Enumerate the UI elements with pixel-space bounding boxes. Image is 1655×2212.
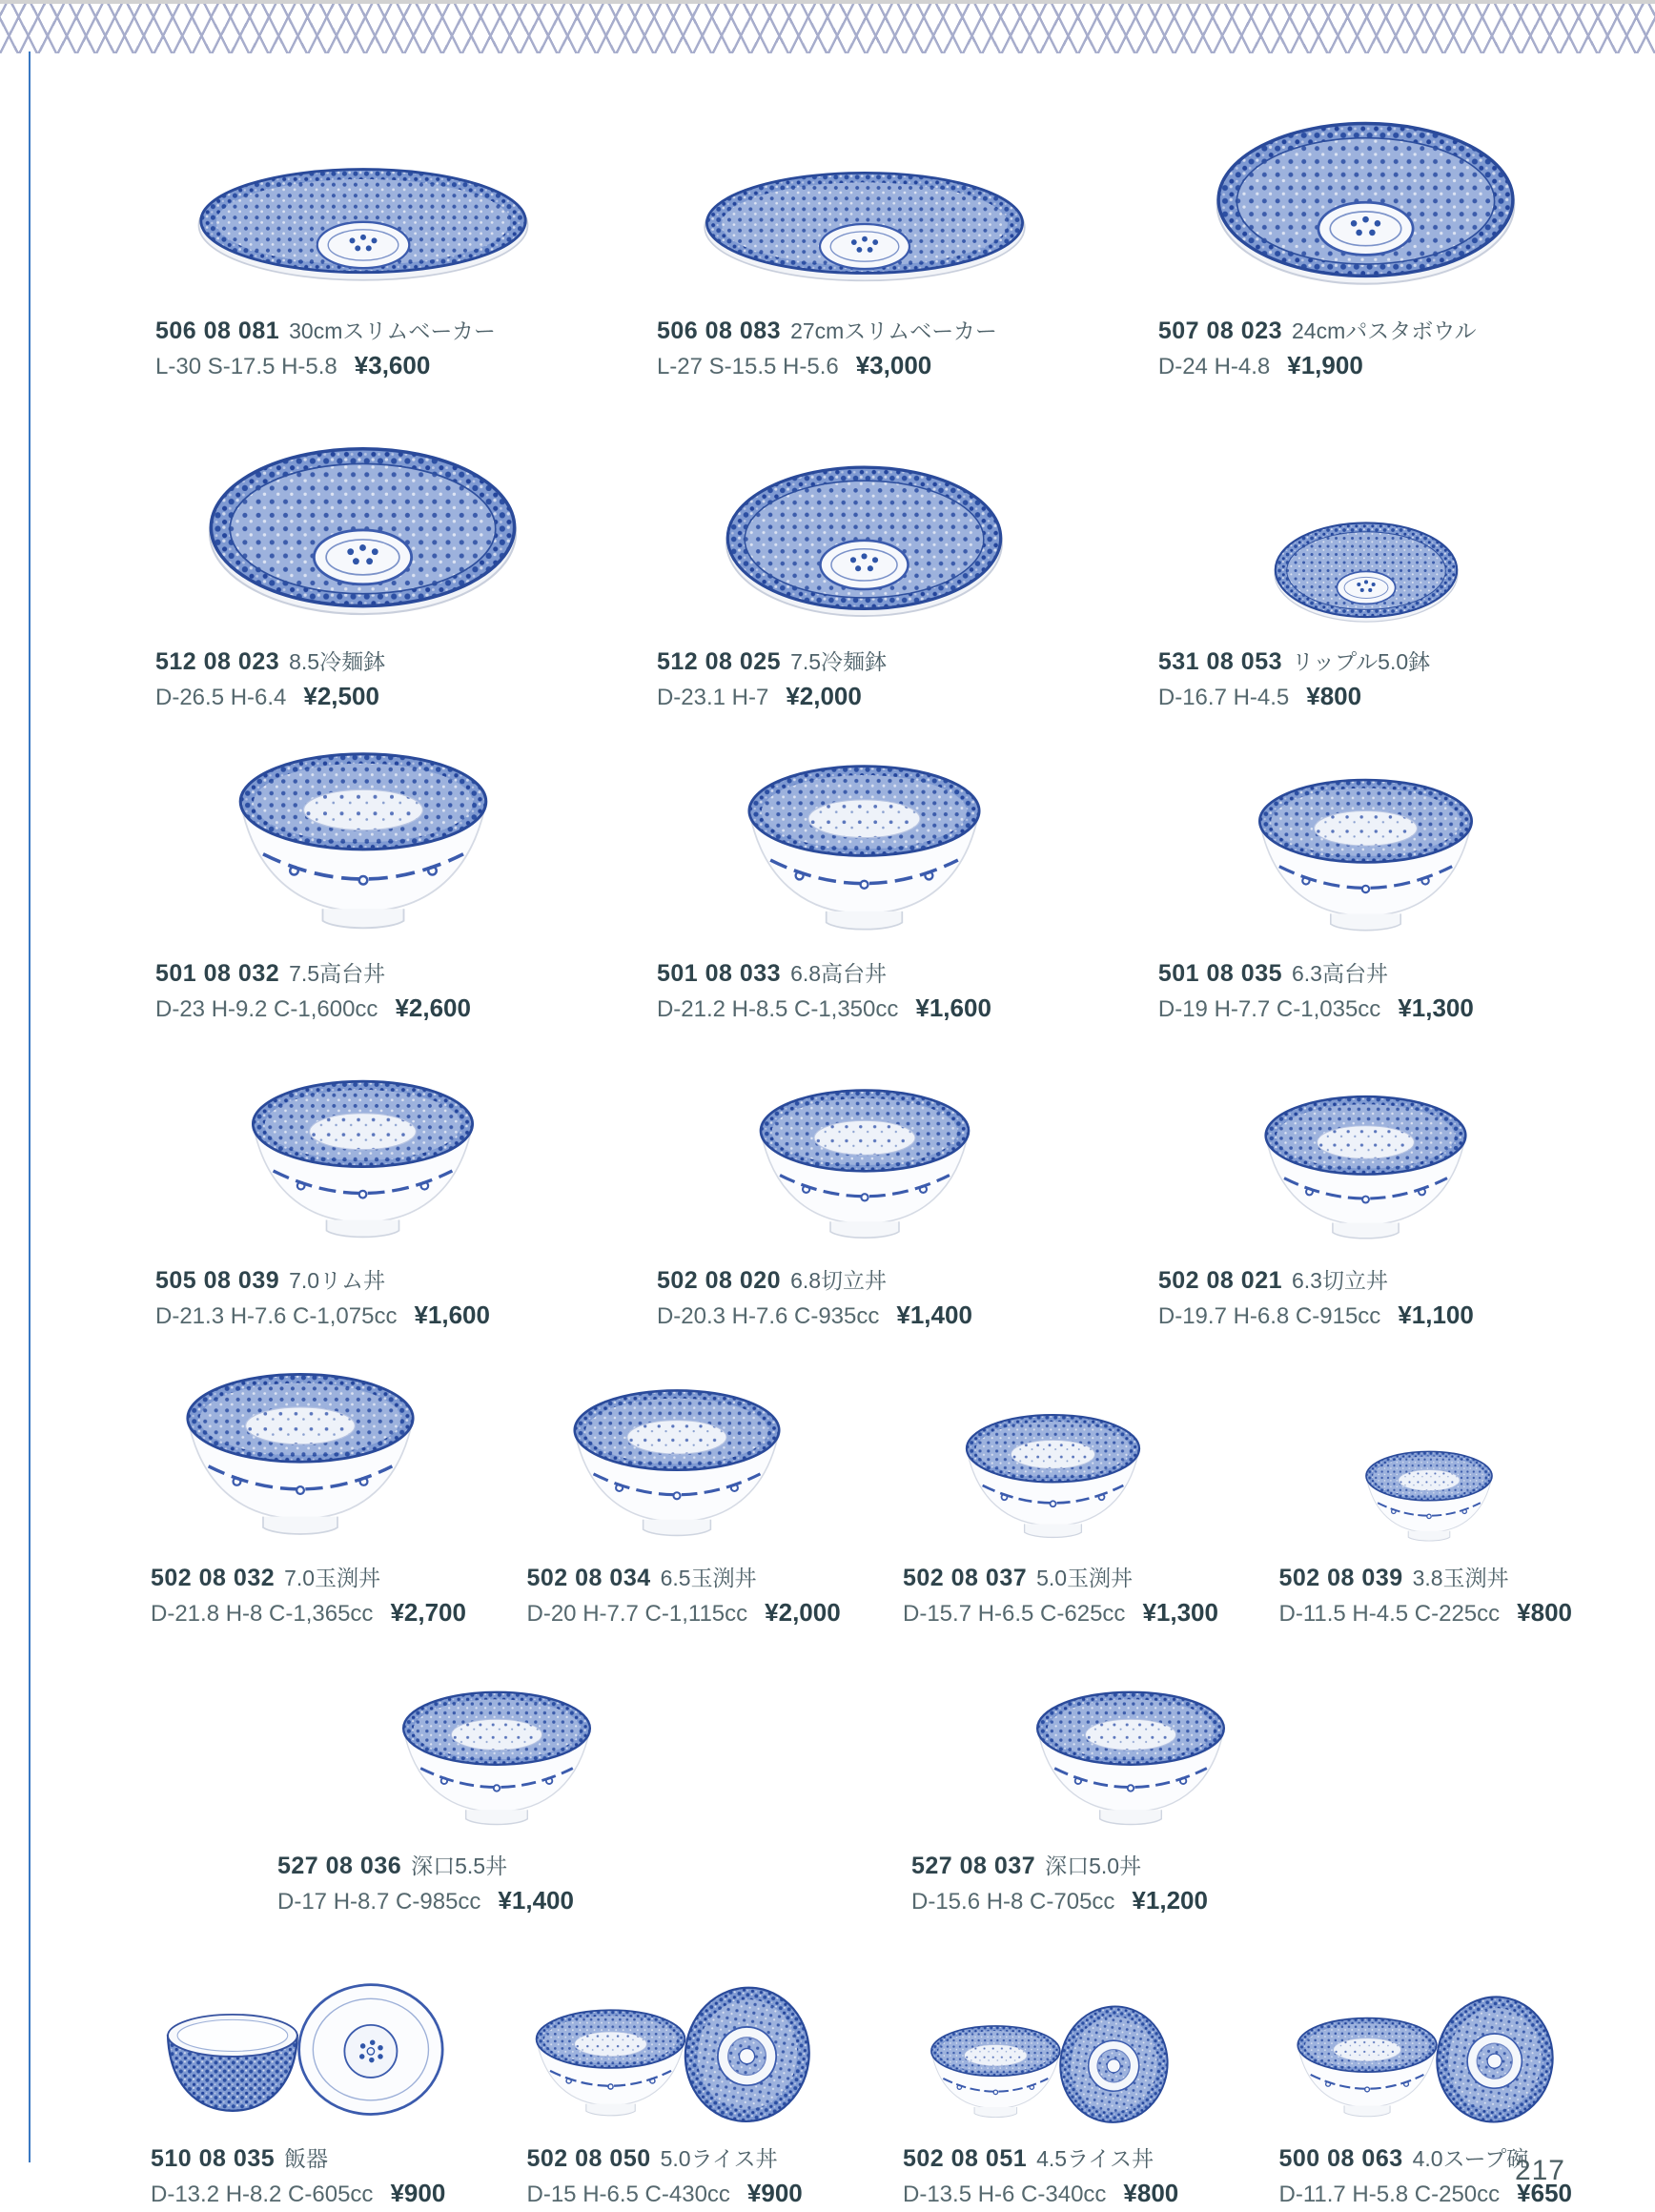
- product-row: [112, 88, 1617, 385]
- product-cell: [235, 1651, 759, 1920]
- product-row: [112, 1047, 1617, 1335]
- product-name: リップル5.0鉢: [1292, 649, 1431, 674]
- product-spec-line: [155, 350, 496, 385]
- product-title-line: [1158, 316, 1477, 350]
- product-code: 500 08 063: [1278, 2145, 1403, 2172]
- product-row: [112, 1354, 1617, 1632]
- product-cell: [489, 1354, 866, 1632]
- product-code: 501 08 033: [656, 960, 782, 987]
- product-name: 飯器: [284, 2146, 329, 2171]
- product-code: 506 08 081: [155, 317, 280, 344]
- product-photo: [1115, 1047, 1617, 1252]
- product-title-line: [1158, 958, 1474, 993]
- product-spec-line: [1158, 681, 1430, 716]
- product-price: ¥1,900: [1287, 351, 1363, 379]
- product-cell: [112, 1354, 489, 1632]
- product-name: 4.0スープ碗: [1412, 2146, 1529, 2171]
- product-cell: [1241, 1354, 1618, 1632]
- product-name: 深口5.5丼: [411, 1854, 508, 1878]
- bowl-illustration: [188, 159, 539, 302]
- product-name: 6.8切立丼: [790, 1268, 888, 1293]
- product-price: ¥800: [1306, 682, 1362, 710]
- product-cell: [112, 88, 614, 385]
- product-cell: [489, 1939, 866, 2212]
- product-name: 3.8玉渕丼: [1412, 1566, 1509, 1590]
- product-caption: [868, 1851, 1208, 1920]
- product-caption: [614, 958, 991, 1028]
- product-name: 4.5ライス丼: [1036, 2146, 1154, 2171]
- product-name: 7.0リム丼: [289, 1268, 386, 1293]
- product-cell: [1115, 1047, 1617, 1335]
- product-title-line: [155, 646, 385, 681]
- product-code: 527 08 037: [911, 1853, 1036, 1879]
- product-name: 6.8高台丼: [790, 961, 888, 986]
- product-title-line: [155, 316, 496, 350]
- bowl-illustration: [744, 1080, 986, 1252]
- product-code: 502 08 039: [1278, 1565, 1403, 1591]
- product-cell: [614, 1047, 1115, 1335]
- product-photo: [865, 1354, 1241, 1549]
- product-price: ¥2,000: [786, 682, 862, 710]
- product-photo: [868, 1651, 1393, 1837]
- product-price: ¥1,200: [1132, 1886, 1208, 1915]
- product-spec-line: [527, 2178, 803, 2212]
- product-price: ¥2,600: [395, 993, 471, 1022]
- product-photo: [112, 1354, 489, 1549]
- product-name: 6.5玉渕丼: [660, 1566, 757, 1590]
- product-name: 7.5冷麺鉢: [790, 649, 888, 674]
- bowl-illustration: [1208, 118, 1523, 302]
- product-caption: [112, 316, 496, 385]
- product-cell: [614, 735, 1115, 1028]
- product-spec-line: [657, 993, 991, 1028]
- bowl-illustration: [558, 1381, 796, 1549]
- bowl-illustration: [235, 1071, 491, 1252]
- product-dimensions: D-17 H-8.7 C-985cc: [277, 1889, 481, 1915]
- product-photo: [489, 1939, 866, 2130]
- product-caption: [489, 1563, 841, 1632]
- product-spec-line: [1158, 350, 1477, 385]
- product-spec-line: [911, 1885, 1208, 1920]
- left-margin-rule: [29, 51, 31, 2162]
- product-cell: [1115, 735, 1617, 1028]
- product-code: 505 08 039: [155, 1267, 280, 1294]
- product-spec-line: [155, 1300, 490, 1335]
- product-title-line: [1158, 1265, 1474, 1300]
- product-code: 512 08 023: [155, 648, 280, 675]
- product-caption: [1115, 1265, 1474, 1335]
- product-code: 502 08 051: [903, 2145, 1028, 2172]
- product-caption: [1115, 646, 1430, 716]
- product-title-line: [657, 316, 997, 350]
- product-code: 501 08 035: [1157, 960, 1282, 987]
- product-photo: [614, 88, 1115, 302]
- product-cell: [112, 404, 614, 716]
- product-price: ¥2,700: [390, 1598, 466, 1627]
- product-photo: [235, 1651, 759, 1837]
- product-spec-line: [1279, 1597, 1573, 1632]
- product-cell: [112, 735, 614, 1028]
- product-code: 502 08 020: [656, 1267, 782, 1294]
- product-dimensions: D-15 H-6.5 C-430cc: [526, 2181, 730, 2207]
- product-title-line: [527, 2143, 803, 2178]
- bowl-illustration: [730, 755, 998, 945]
- product-price: ¥2,500: [303, 682, 379, 710]
- bowl-illustration: [718, 462, 1011, 633]
- bowl-illustration: [1269, 520, 1463, 633]
- product-code: 502 08 021: [1157, 1267, 1282, 1294]
- product-price: ¥1,300: [1398, 993, 1474, 1022]
- product-spec-line: [527, 1597, 841, 1632]
- product-name: 深口5.0丼: [1045, 1854, 1142, 1878]
- product-row: [112, 1939, 1617, 2212]
- product-caption: [489, 2143, 803, 2212]
- product-cell: [1115, 88, 1617, 385]
- product-dimensions: D-24 H-4.8: [1157, 354, 1271, 379]
- product-code: 502 08 034: [526, 1565, 651, 1591]
- product-price: ¥650: [1517, 2179, 1572, 2207]
- product-cell: [112, 1939, 489, 2212]
- bowl-illustration: [220, 742, 506, 945]
- product-dimensions: D-21.8 H-8 C-1,365cc: [151, 1601, 374, 1627]
- product-photo: [865, 1939, 1241, 2130]
- product-spec-line: [903, 1597, 1218, 1632]
- product-title-line: [155, 1265, 490, 1300]
- product-dimensions: D-21.2 H-8.5 C-1,350cc: [656, 996, 899, 1022]
- product-cell: [865, 1939, 1241, 2212]
- product-price: ¥800: [1517, 1598, 1572, 1627]
- product-price: ¥3,000: [855, 351, 932, 379]
- product-row: [112, 735, 1617, 1028]
- product-dimensions: D-21.3 H-7.6 C-1,075cc: [155, 1303, 398, 1329]
- product-name: 5.0玉渕丼: [1036, 1566, 1134, 1590]
- product-code: 501 08 032: [155, 960, 280, 987]
- product-spec-line: [657, 1300, 972, 1335]
- product-dimensions: D-15.6 H-8 C-705cc: [911, 1889, 1115, 1915]
- product-title-line: [657, 958, 991, 993]
- product-dimensions: D-11.7 H-5.8 C-250cc: [1278, 2181, 1501, 2207]
- product-dimensions: D-20 H-7.7 C-1,115cc: [526, 1601, 748, 1627]
- product-photo: [614, 404, 1115, 633]
- product-caption: [112, 2143, 445, 2212]
- product-dimensions: D-13.2 H-8.2 C-605cc: [151, 2181, 374, 2207]
- bowl-illustration: [1356, 1445, 1502, 1549]
- bowl-illustration: [1242, 769, 1489, 945]
- product-price: ¥1,400: [498, 1886, 574, 1915]
- product-caption: [614, 1265, 972, 1335]
- product-caption: [865, 2143, 1178, 2212]
- product-cell: [112, 1047, 614, 1335]
- product-price: ¥800: [1123, 2179, 1179, 2207]
- decorative-lattice-border: [0, 0, 1655, 53]
- product-title-line: [277, 1851, 574, 1885]
- product-caption: [614, 316, 997, 385]
- product-spec-line: [657, 350, 997, 385]
- bowl-illustration: [388, 1683, 605, 1837]
- product-code: 502 08 032: [151, 1565, 276, 1591]
- product-title-line: [657, 646, 887, 681]
- product-price: ¥1,300: [1142, 1598, 1218, 1627]
- product-spec-line: [277, 1885, 574, 1920]
- product-caption: [1241, 1563, 1573, 1632]
- product-caption: [112, 1265, 490, 1335]
- product-title-line: [1279, 1563, 1573, 1597]
- product-caption: [1115, 316, 1477, 385]
- product-code: 512 08 025: [656, 648, 782, 675]
- product-dimensions: D-13.5 H-6 C-340cc: [903, 2181, 1107, 2207]
- product-name: 30cmスリムベーカー: [289, 318, 496, 343]
- product-name: 7.0玉渕丼: [284, 1566, 381, 1590]
- bowl-illustration: [1293, 1994, 1565, 2130]
- product-title-line: [903, 2143, 1178, 2178]
- product-name: 24cmパスタボウル: [1292, 318, 1477, 343]
- product-spec-line: [151, 2178, 445, 2212]
- product-spec-line: [657, 681, 887, 716]
- product-spec-line: [155, 681, 385, 716]
- product-name: 8.5冷麺鉢: [289, 649, 386, 674]
- product-photo: [1241, 1354, 1618, 1549]
- product-dimensions: D-19.7 H-6.8 C-915cc: [1157, 1303, 1381, 1329]
- product-caption: [1115, 958, 1474, 1028]
- product-price: ¥3,600: [354, 351, 431, 379]
- product-title-line: [657, 1265, 972, 1300]
- product-photo: [112, 88, 614, 302]
- product-dimensions: D-16.7 H-4.5: [1157, 685, 1290, 710]
- product-photo: [1115, 404, 1617, 633]
- product-photo: [112, 1939, 489, 2130]
- product-code: 510 08 035: [151, 2145, 276, 2172]
- product-price: ¥900: [746, 2179, 803, 2207]
- product-name: 6.3切立丼: [1292, 1268, 1388, 1293]
- bowl-illustration: [169, 1363, 432, 1549]
- product-spec-line: [155, 993, 471, 1028]
- product-dimensions: D-19 H-7.7 C-1,035cc: [1157, 996, 1381, 1022]
- product-title-line: [527, 1563, 841, 1597]
- product-code: 507 08 023: [1157, 317, 1282, 344]
- product-title-line: [151, 2143, 445, 2178]
- product-code: 502 08 050: [526, 2145, 651, 2172]
- product-code: 527 08 036: [277, 1853, 402, 1879]
- product-title-line: [1158, 646, 1430, 681]
- product-title-line: [903, 1563, 1218, 1597]
- product-photo: [112, 404, 614, 633]
- product-spec-line: [1158, 1300, 1474, 1335]
- product-caption: [614, 646, 887, 716]
- product-dimensions: D-23 H-9.2 C-1,600cc: [155, 996, 378, 1022]
- product-caption: [112, 1563, 466, 1632]
- page-number: 217: [1514, 2155, 1565, 2186]
- bowl-illustration: [200, 443, 525, 633]
- product-caption: [112, 958, 471, 1028]
- bowl-illustration: [694, 163, 1035, 302]
- product-caption: [112, 646, 385, 716]
- product-cell: [1115, 404, 1617, 716]
- product-row: [112, 1651, 1617, 1920]
- product-caption: [865, 1563, 1218, 1632]
- product-dimensions: L-30 S-17.5 H-5.8: [155, 354, 337, 379]
- product-cell: [614, 404, 1115, 716]
- product-photo: [112, 1047, 614, 1252]
- product-name: 7.5高台丼: [289, 961, 386, 986]
- product-price: ¥1,600: [915, 993, 991, 1022]
- product-code: 531 08 053: [1157, 648, 1282, 675]
- product-price: ¥1,600: [414, 1301, 490, 1329]
- product-dimensions: D-23.1 H-7: [656, 685, 769, 710]
- product-name: 5.0ライス丼: [660, 2146, 778, 2171]
- product-caption: [235, 1851, 574, 1920]
- bowl-illustration: [927, 2003, 1179, 2130]
- bowl-illustration: [152, 1981, 450, 2130]
- product-name: 27cmスリムベーカー: [790, 318, 997, 343]
- product-dimensions: L-27 S-15.5 H-5.6: [656, 354, 839, 379]
- product-price: ¥1,100: [1398, 1301, 1474, 1329]
- product-title-line: [911, 1851, 1208, 1885]
- product-price: ¥2,000: [765, 1598, 841, 1627]
- bowl-illustration: [1022, 1683, 1239, 1837]
- product-photo: [1115, 735, 1617, 945]
- product-dimensions: D-26.5 H-6.4: [155, 685, 287, 710]
- product-title-line: [151, 1563, 466, 1597]
- product-spec-line: [903, 2178, 1178, 2212]
- product-row: [112, 404, 1617, 716]
- bowl-illustration: [952, 1406, 1154, 1549]
- product-photo: [614, 735, 1115, 945]
- product-photo: [112, 735, 614, 945]
- product-cell: [865, 1354, 1241, 1632]
- product-photo: [1115, 88, 1617, 302]
- product-photo: [614, 1047, 1115, 1252]
- product-grid: [112, 88, 1617, 2212]
- product-photo: [1241, 1939, 1618, 2130]
- product-cell: [614, 88, 1115, 385]
- product-cell: [868, 1651, 1393, 1920]
- product-photo: [489, 1354, 866, 1549]
- bowl-illustration: [531, 1984, 823, 2130]
- product-code: 502 08 037: [903, 1565, 1028, 1591]
- product-dimensions: D-11.5 H-4.5 C-225cc: [1278, 1601, 1501, 1627]
- product-title-line: [155, 958, 471, 993]
- product-spec-line: [151, 1597, 466, 1632]
- product-price: ¥1,400: [896, 1301, 972, 1329]
- product-price: ¥900: [390, 2179, 446, 2207]
- product-spec-line: [1158, 993, 1474, 1028]
- product-name: 6.3高台丼: [1292, 961, 1388, 986]
- product-code: 506 08 083: [656, 317, 782, 344]
- bowl-illustration: [1249, 1087, 1482, 1252]
- product-dimensions: D-15.7 H-6.5 C-625cc: [903, 1601, 1126, 1627]
- product-dimensions: D-20.3 H-7.6 C-935cc: [656, 1303, 880, 1329]
